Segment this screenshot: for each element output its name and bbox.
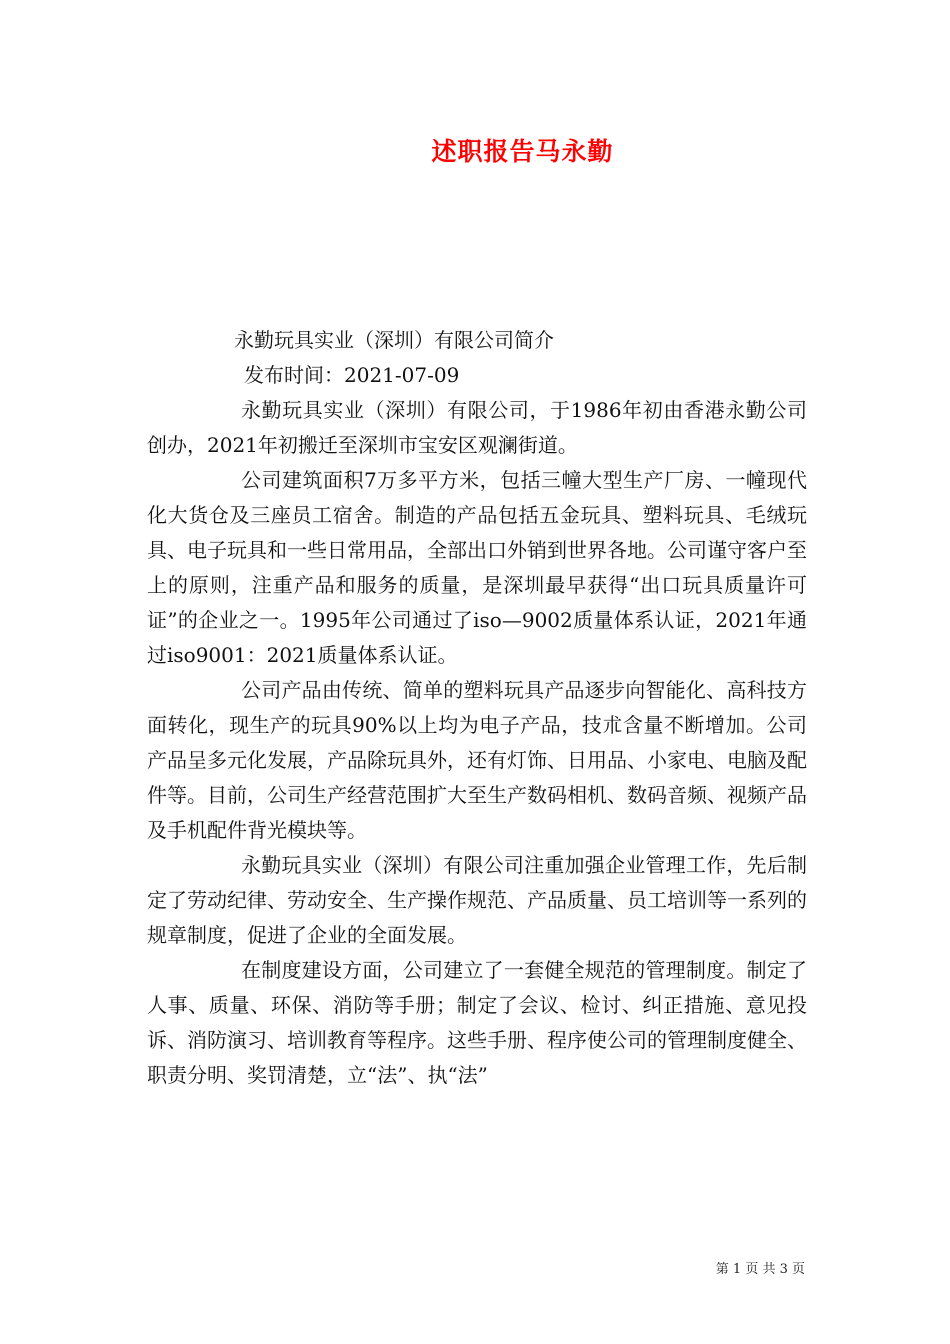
- page-number: 第 1 页 共 3 页: [715, 1262, 805, 1277]
- paragraph-4: 永勤玩具实业（深圳）有限公司注重加强企业管理工作，先后制定了劳动纪律、劳动安全、生产操作规范、产品质量、员工培训等一系列的规章制度，促进了企业的全面发展。: [147, 853, 807, 947]
- document-title: 述职报告马永勤: [431, 137, 614, 166]
- paragraph-5: 在制度建设方面，公司建立了一套健全规范的管理制度。制定了人事、质量、环保、消防等手册；制定了会议、检讨、纠正措施、意见投诉、消防演习、培训教育等程序。这些手册、程序使公司的管理制度健全、职责分明、奖罚清楚，立“法”、执“法”: [147, 958, 807, 1087]
- paragraph-3: 公司产品由传统、简单的塑料玩具产品逐步向智能化、高科技方面转化，现生产的玩具90%以上均为电子产品，技朮含量不断增加。公司产品呈多元化发展，产品除玩具外，还有灯饰、日用品、小家电、电脑及配件等。目前，公司生产经营范围扩大至生产数码相机、数码音频、视频产品及手机配件背光模块等。: [147, 678, 807, 842]
- publish-date: 发布时间：2021-07-09: [244, 363, 460, 387]
- company-intro-heading: 永勤玩具实业（深圳）有限公司简介: [234, 328, 554, 352]
- paragraph-1: 永勤玩具实业（深圳）有限公司，于1986年初由香港永勤公司创办，2021年初搬迁至深圳市宝安区观澜街道。: [147, 398, 807, 457]
- document-body: [147, 323, 807, 1093]
- paragraph-2: 公司建筑面积7万多平方米，包括三幢大型生产厂房、一幢现代化大货仓及三座员工宿舍。制造的产品包括五金玩具、塑料玩具、毛绒玩具、电子玩具和一些日常用品，全部出口外销到世界各地。公司谨守客户至上的原则，注重产品和服务的质量，是深圳最早获得“出口玩具质量许可证”的企业之一。1995年公司通过了iso—9002质量体系认证，2021年通过iso9001：2021质量体系认证。: [147, 468, 807, 667]
